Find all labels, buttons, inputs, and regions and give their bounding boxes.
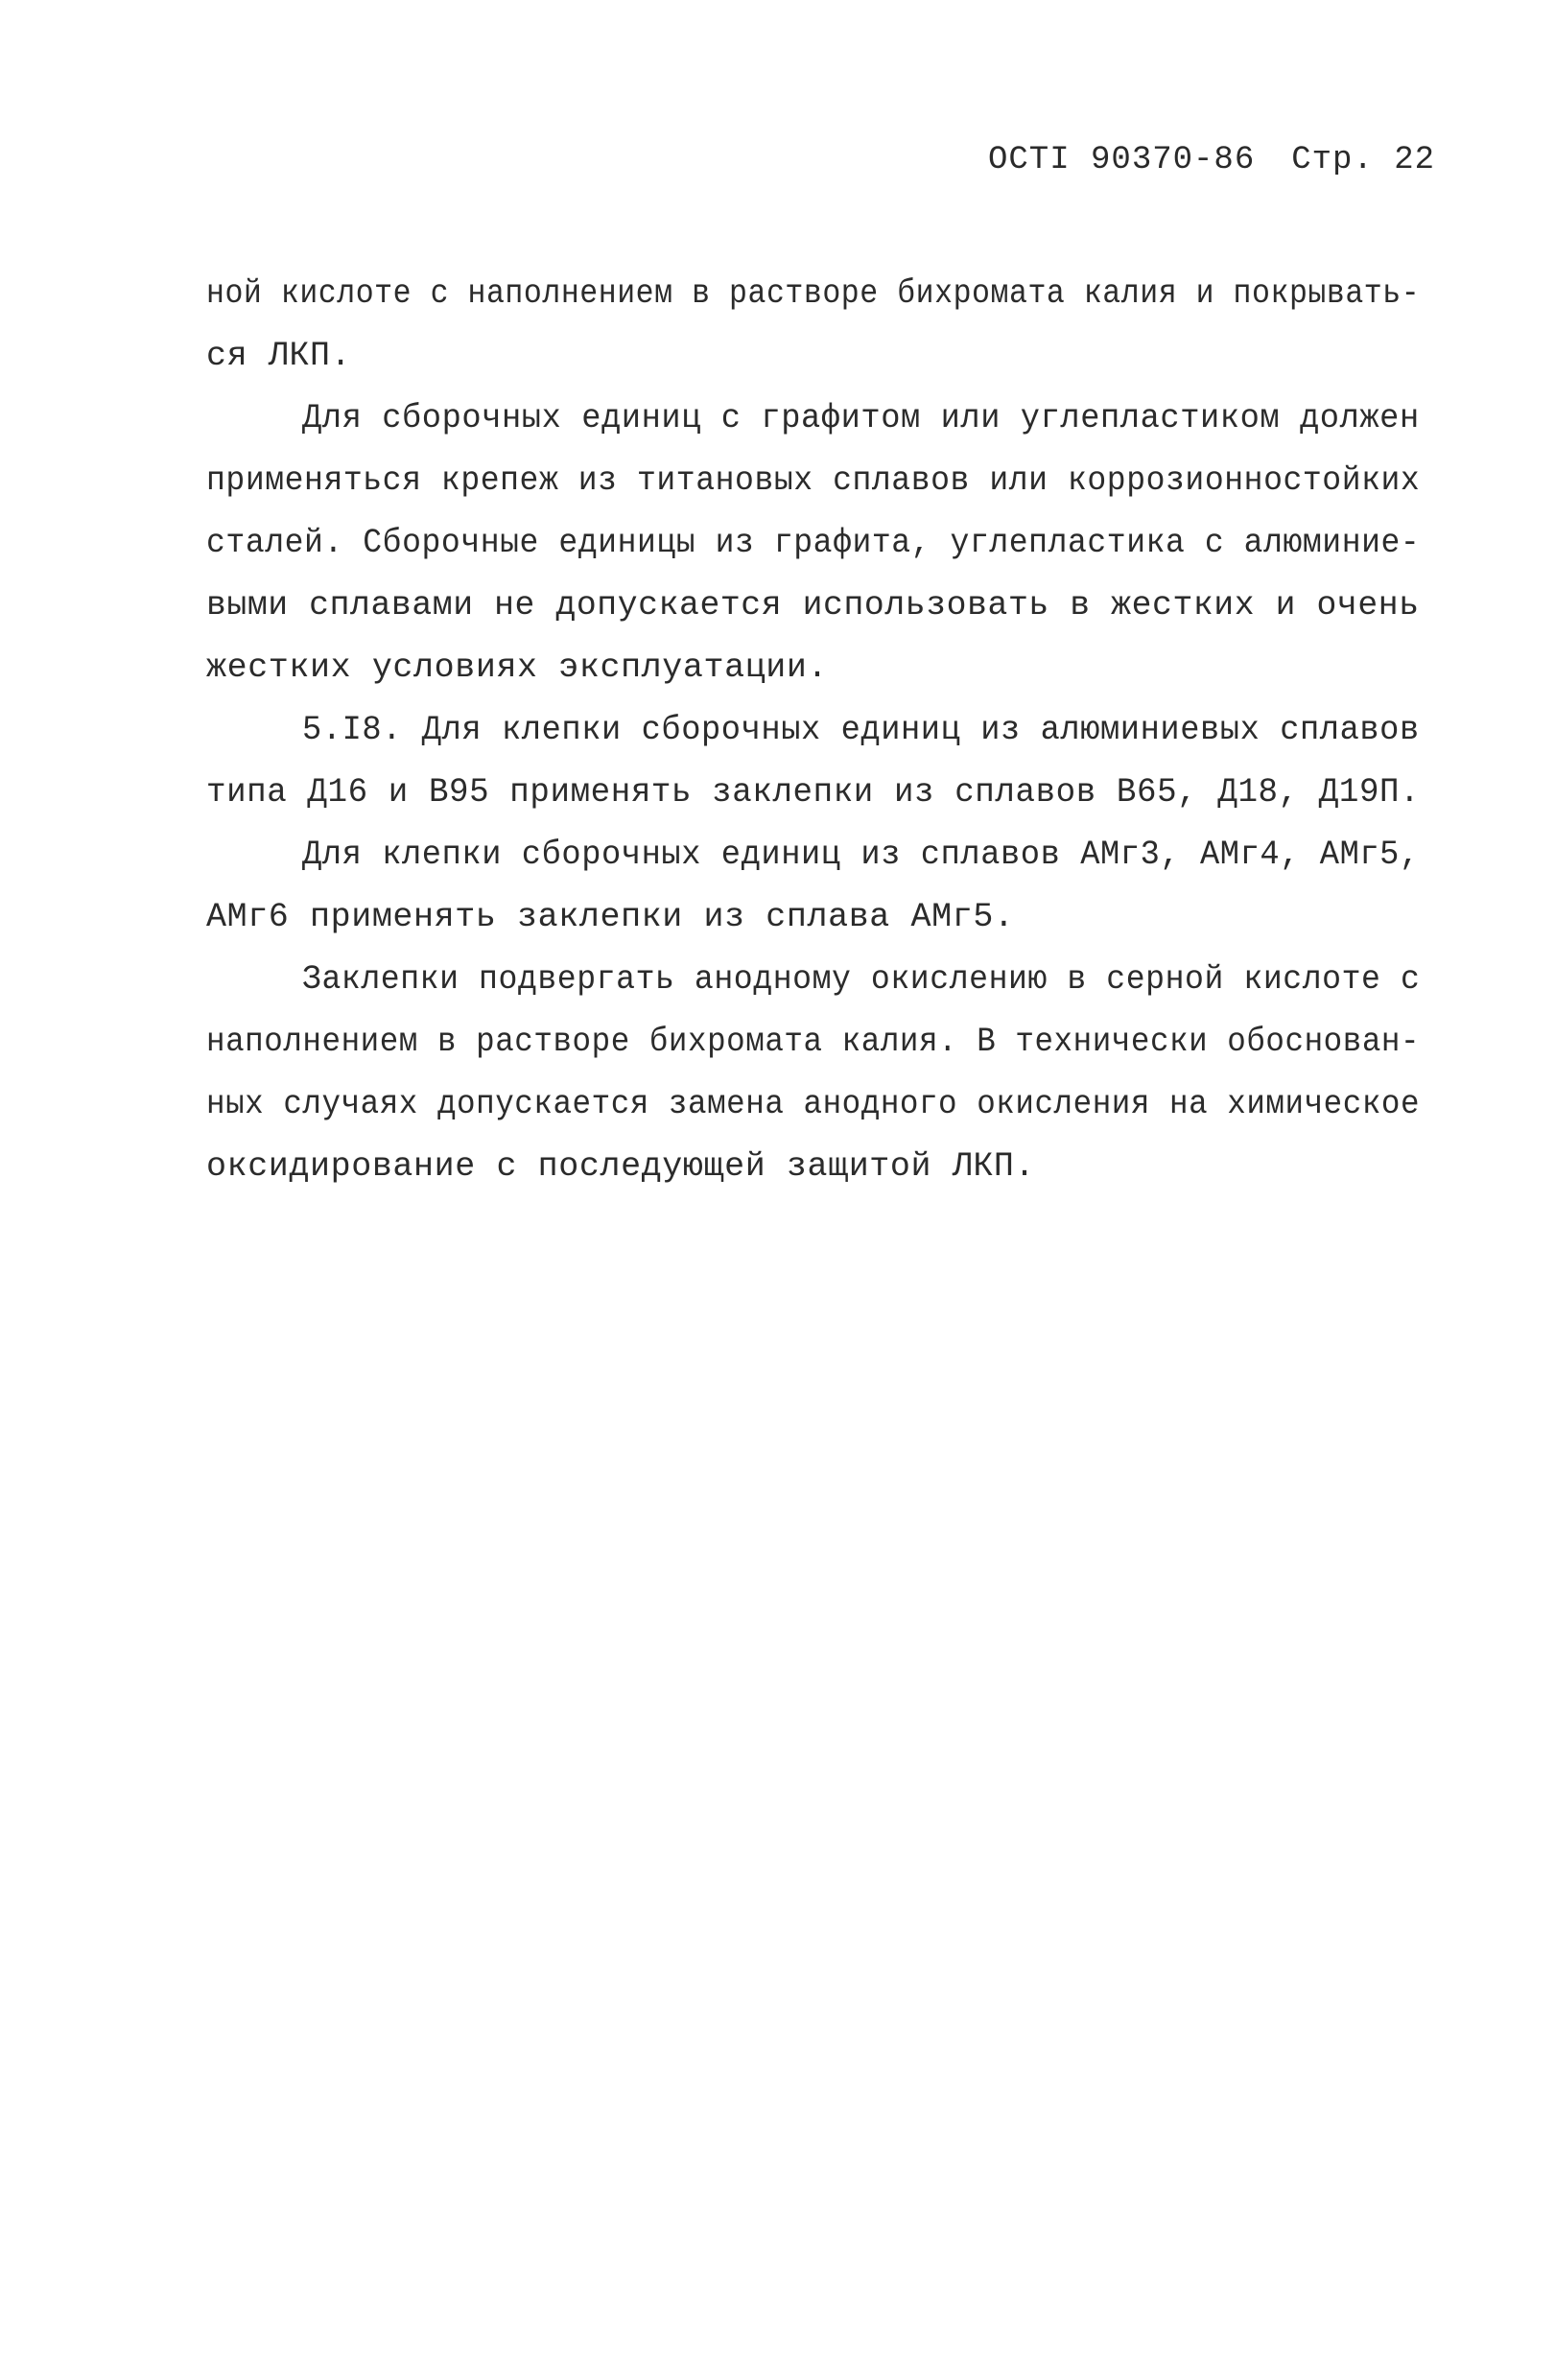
text-line: АМг6 применять заклепки из сплава АМг5. <box>206 898 1015 936</box>
text-line: наполнением в растворе бихромата калия. В технически обоснован- <box>206 1023 1421 1061</box>
document-code: ОСТI 90370-86 <box>988 142 1256 178</box>
text-line: ной кислоте с наполнением в растворе бихромата калия и покрывать- <box>206 274 1421 313</box>
page-header <box>988 142 1435 178</box>
text-line: Для клепки сборочных единиц из сплавов АМг3, АМг4, АМг5, <box>302 836 1420 874</box>
text-line: ных случаях допускается замена анодного окисления на химическое <box>206 1085 1421 1123</box>
text-line: жестких условиях эксплуатации. <box>206 648 829 687</box>
text-line: применяться крепеж из титановых сплавов или коррозионностойких <box>206 461 1421 500</box>
page-number: Стр. 22 <box>1291 142 1436 178</box>
text-line: 5.I8. Для клепки сборочных единиц из алюминиевых сплавов <box>302 711 1420 749</box>
text-line: ся ЛКП. <box>206 337 352 375</box>
text-line: типа Д16 и В95 применять заклепки из сплавов В65, Д18, Д19П. <box>206 773 1421 812</box>
text-line: выми сплавами не допускается использовать в жестких и очень <box>206 586 1420 624</box>
text-line: Заклепки подвергать анодному окислению в серной кислоте с <box>302 960 1421 999</box>
text-line: Для сборочных единиц с графитом или углепластиком должен <box>302 399 1420 437</box>
text-line: оксидирование с последующей защитой ЛКП. <box>206 1147 1036 1186</box>
text-line: сталей. Сборочные единицы из графита, углепластика с алюминие- <box>206 524 1421 562</box>
